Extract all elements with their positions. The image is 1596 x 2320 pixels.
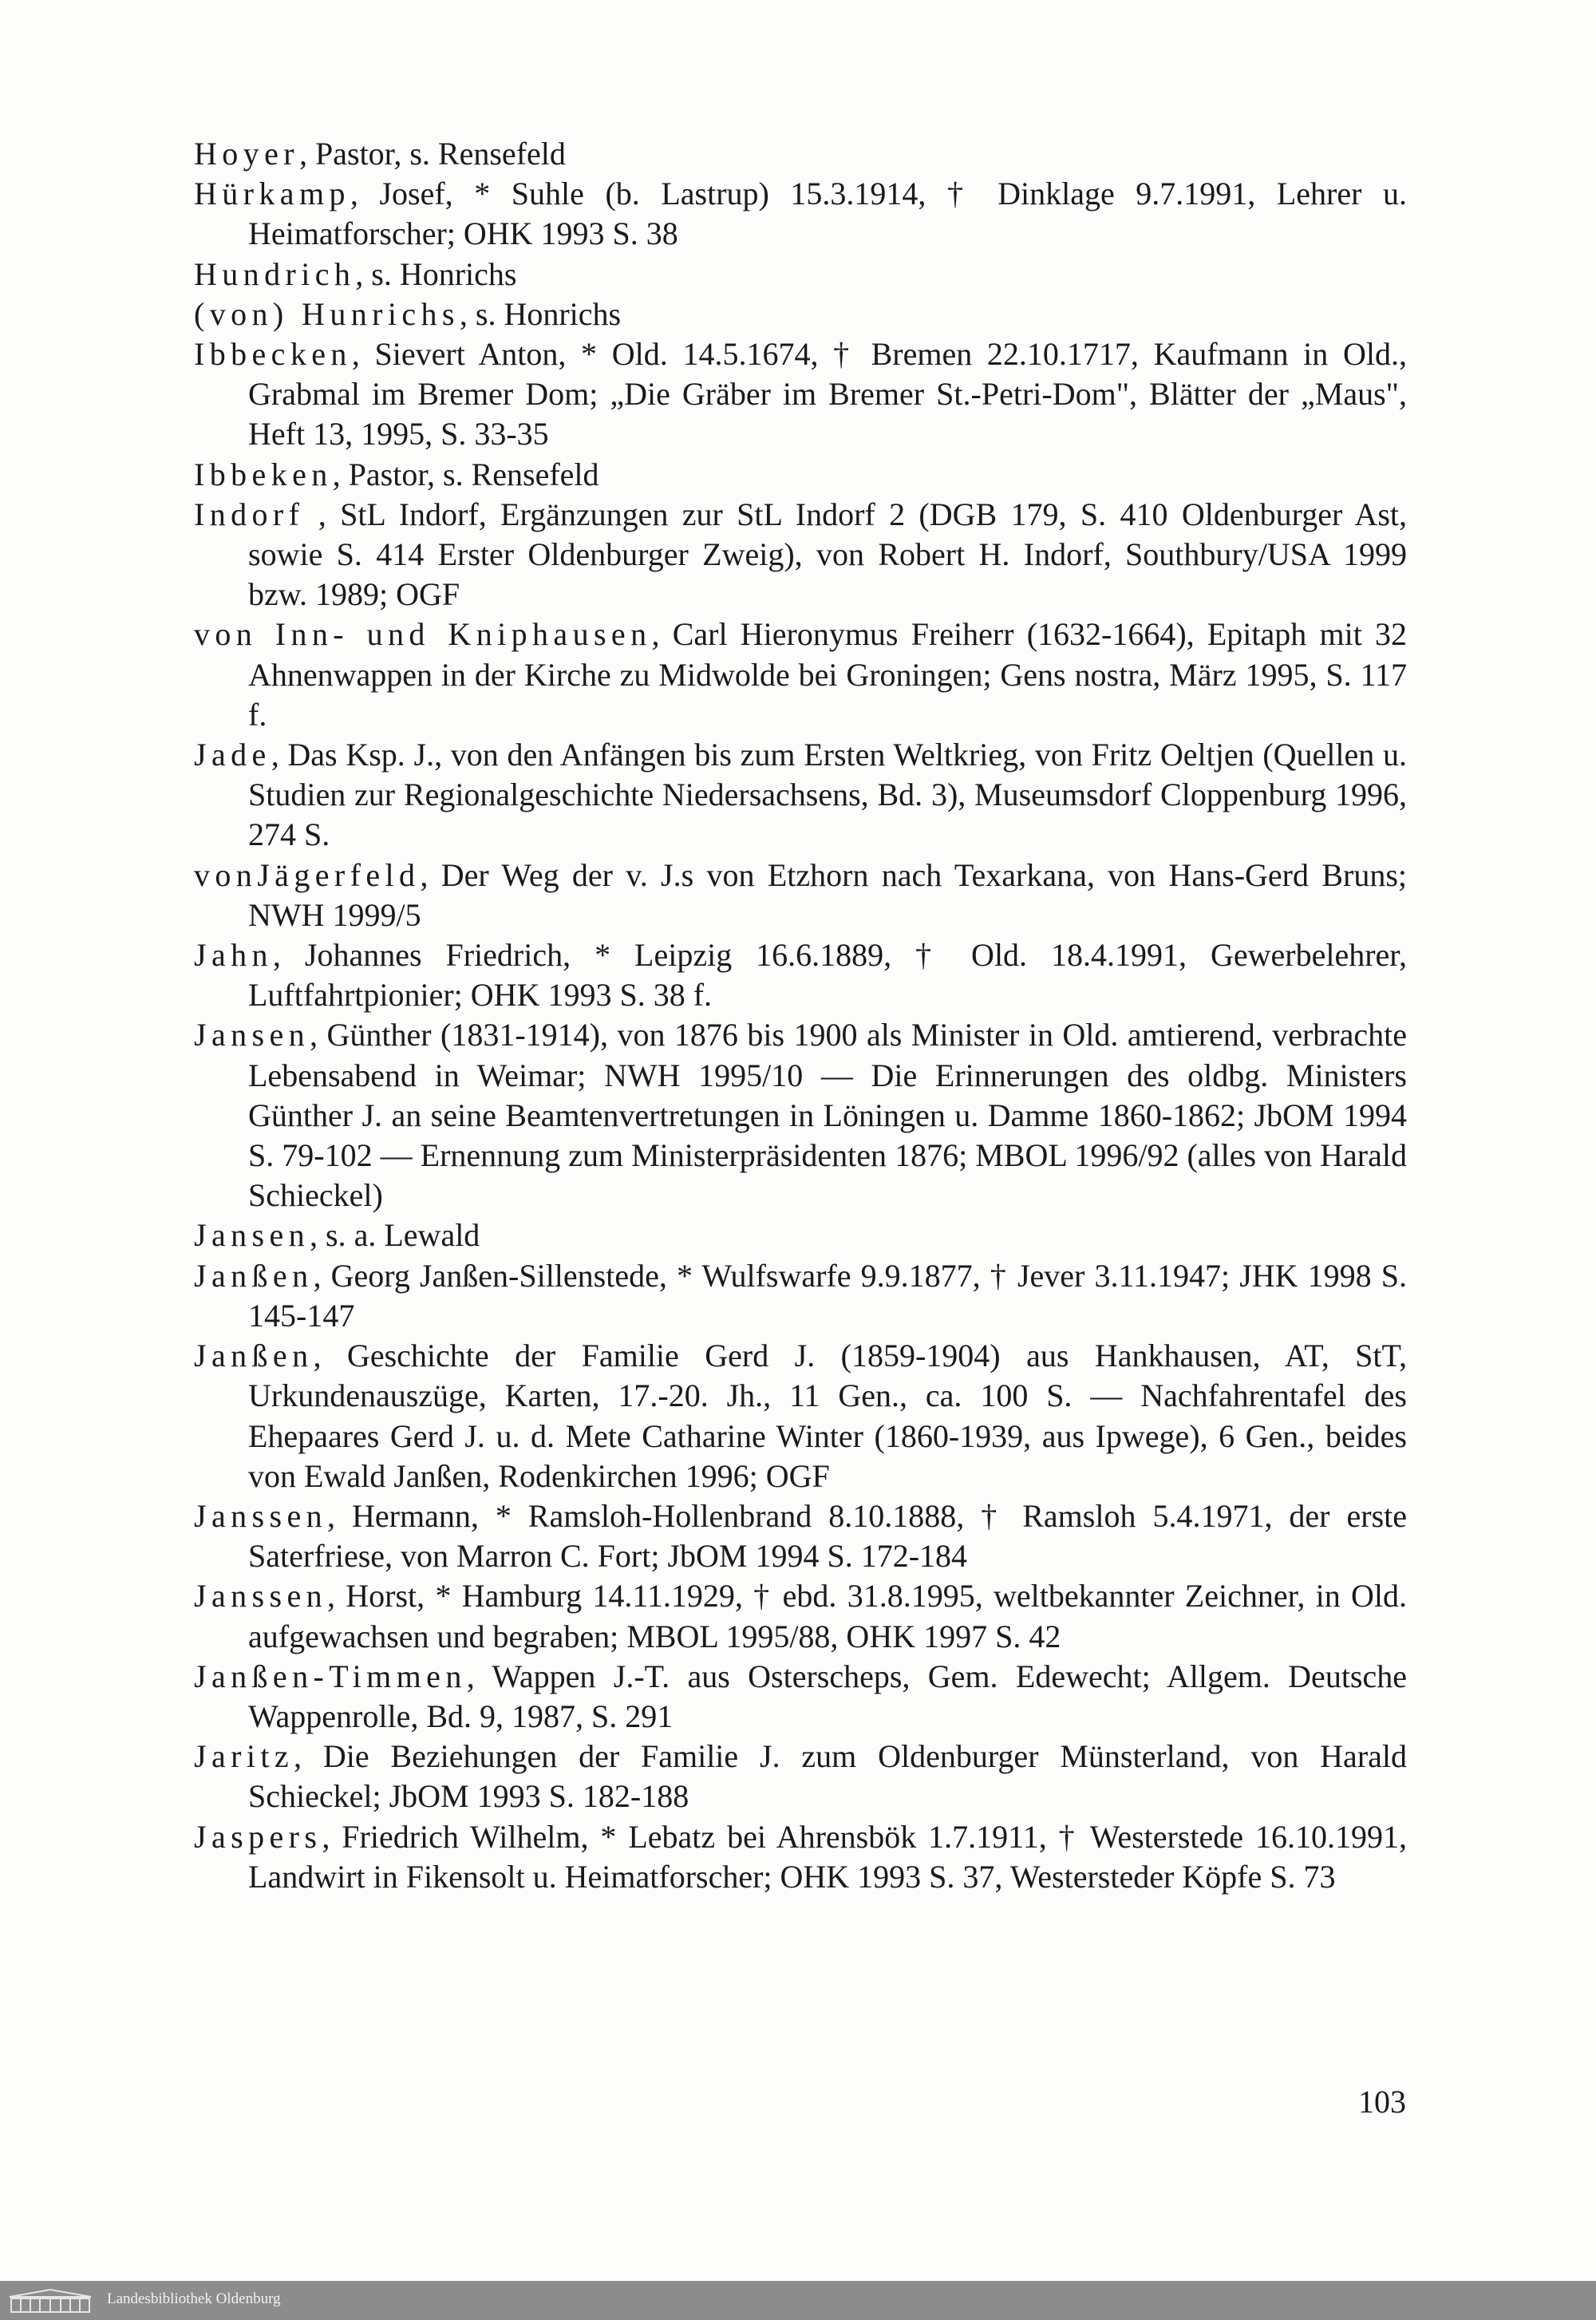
entry-heading: Hoyer: [194, 136, 299, 172]
entry-heading: Jahn: [194, 937, 273, 974]
library-building-icon: [6, 2287, 94, 2314]
entry-text: , s. Honrichs: [355, 255, 517, 292]
entry-heading: Janßen-Timmen: [194, 1658, 467, 1694]
register-entry: [194, 1657, 1407, 1737]
entry-text: , Horst, * Hamburg 14.11.1929, † ebd. 31.8.1995, weltbekannter Zeichner, in Old. aufgewachsen und begraben; MBOL 1995/88, OHK 1997 S. 42: [248, 1578, 1407, 1654]
register-entry: [194, 294, 1407, 334]
register-entry: [194, 174, 1407, 254]
register-entry: [194, 1576, 1407, 1656]
entry-text: , Geschichte der Familie Gerd J. (1859-1904) aus Hankhausen, AT, StT, Urkundenauszüge, Karten, 17.-20. Jh., 11 Gen., ca. 100 S. — Nachfahrentafel des Ehepaares Gerd J. u. d. Mete Catharine Winter (1860-1939, aus Ipwege), 6 Gen., beides von Ewald Janßen, Rodenkirchen 1996; OGF: [248, 1338, 1407, 1494]
entry-heading: vonJägerfeld: [194, 856, 421, 893]
entry-text: , Carl Hieronymus Freiherr (1632-1664), Epitaph mit 32 Ahnenwappen in der Kirche zu Midwolde bei Groningen; Gens nostra, März 1995, S. 117 f.: [248, 616, 1407, 733]
entry-text: , Josef, * Suhle (b. Lastrup) 15.3.1914, † Dinklage 9.7.1991, Lehrer u. Heimatforscher; OHK 1993 S. 38: [248, 176, 1407, 252]
page-number: 103: [1358, 2084, 1406, 2120]
library-footer-bar: [0, 2281, 1596, 2320]
entry-text: , StL Indorf, Ergänzungen zur StL Indorf 2 (DGB 179, S. 410 Oldenburger Ast, sowie S. 414 Erster Oldenburger Zweig), von Robert H. Indorf, Southbury/USA 1999 bzw. 1989; OGF: [248, 496, 1407, 613]
entry-heading: Jansen: [194, 1217, 310, 1254]
entry-text: , Pastor, s. Rensefeld: [298, 136, 566, 172]
entry-text: , s. Honrichs: [459, 295, 622, 332]
entry-text: , Pastor, s. Rensefeld: [332, 456, 599, 492]
register-entry: [194, 1817, 1407, 1897]
entry-heading: Janßen: [194, 1338, 314, 1374]
register-entry: [194, 255, 1407, 294]
entry-text: , Wappen J.-T. aus Osterscheps, Gem. Edewecht; Allgem. Deutsche Wappenrolle, Bd. 9, 1987, S. 291: [248, 1658, 1407, 1734]
entry-heading: Ibbeken: [194, 456, 333, 492]
register-entry: [194, 495, 1407, 615]
entry-text: , Johannes Friedrich, * Leipzig 16.6.1889, † Old. 18.4.1991, Gewerbelehrer, Luftfahrtpionier; OHK 1993 S. 38 f.: [248, 937, 1407, 1014]
register-entry: [194, 1215, 1407, 1255]
register-entry: [194, 935, 1407, 1015]
entry-heading: Ibbecken: [194, 336, 352, 373]
library-name: Landesbibliothek Oldenburg: [107, 2290, 281, 2307]
register-entry: [194, 615, 1407, 735]
entry-text: , Das Ksp. J., von den Anfängen bis zum Ersten Weltkrieg, von Fritz Oeltjen (Quellen u. Studien zur Regionalgeschichte Niedersachsens, Bd. 3), Museumsdorf Cloppenburg 1996, 274 S.: [248, 737, 1407, 853]
entry-heading: Jansen: [194, 1017, 310, 1053]
register-entry: [194, 1496, 1407, 1576]
entry-text: , Die Beziehungen der Familie J. zum Oldenburger Münsterland, von Harald Schieckel; JbOM 1993 S. 182-188: [248, 1738, 1407, 1815]
entry-heading: Indorf: [194, 496, 305, 532]
entry-heading: Hundrich: [194, 255, 356, 292]
register-entry: [194, 1737, 1407, 1816]
entry-text: , Der Weg der v. J.s von Etzhorn nach Texarkana, von Hans-Gerd Bruns; NWH 1999/5: [248, 856, 1407, 933]
entry-heading: Janssen: [194, 1497, 328, 1534]
entry-heading: von Inn- und Kniphausen: [194, 616, 652, 653]
entry-text: , Friedrich Wilhelm, * Lebatz bei Ahrensbök 1.7.1911, † Westerstede 16.10.1991, Landwirt in Fikensolt u. Heimatforscher; OHK 1993 S. 37, Westersteder Köpfe S. 73: [248, 1818, 1407, 1895]
entry-heading: Jaritz: [194, 1738, 294, 1775]
entry-text: , Sievert Anton, * Old. 14.5.1674, † Bremen 22.10.1717, Kaufmann in Old., Grabmal im Bremer Dom; „Die Gräber im Bremer St.-Petri-Dom", Blätter der „Maus", Heft 13, 1995, S. 33-35: [248, 336, 1407, 453]
entry-text: , s. a. Lewald: [310, 1217, 480, 1254]
register-entry: [194, 856, 1407, 935]
entry-heading: Janßen: [194, 1257, 314, 1294]
register-entry: [194, 735, 1407, 856]
register-entries: [194, 134, 1407, 1897]
register-entry: [194, 334, 1407, 455]
entry-heading: Jade: [194, 737, 271, 773]
register-entry: [194, 1256, 1407, 1336]
entry-heading: (von) Hunrichs: [194, 295, 460, 332]
register-entry: [194, 455, 1407, 495]
register-entry: [194, 134, 1407, 174]
entry-text: , Günther (1831-1914), von 1876 bis 1900 als Minister in Old. amtierend, verbrachte Lebensabend in Weimar; NWH 1995/10 — Die Erinnerungen des oldbg. Ministers Günther J. an seine Beamtenvertretungen in Löningen u. Damme 1860-1862; JbOM 1994 S. 79-102 — Ernennung zum Ministerpräsidenten 1876; MBOL 1996/92 (alles von Harald Schieckel): [248, 1017, 1407, 1214]
entry-text: , Georg Janßen-Sillenstede, * Wulfswarfe 9.9.1877, † Jever 3.11.1947; JHK 1998 S. 145-147: [248, 1257, 1407, 1334]
entry-text: , Hermann, * Ramsloh-Hollenbrand 8.10.1888, † Ramsloh 5.4.1971, der erste Saterfriese, von Marron C. Fort; JbOM 1994 S. 172-184: [248, 1497, 1407, 1575]
register-entry: [194, 1015, 1407, 1215]
entry-heading: Janssen: [194, 1578, 328, 1615]
entry-heading: Jaspers: [194, 1818, 322, 1855]
register-entry: [194, 1336, 1407, 1496]
entry-heading: Hürkamp: [194, 176, 350, 212]
